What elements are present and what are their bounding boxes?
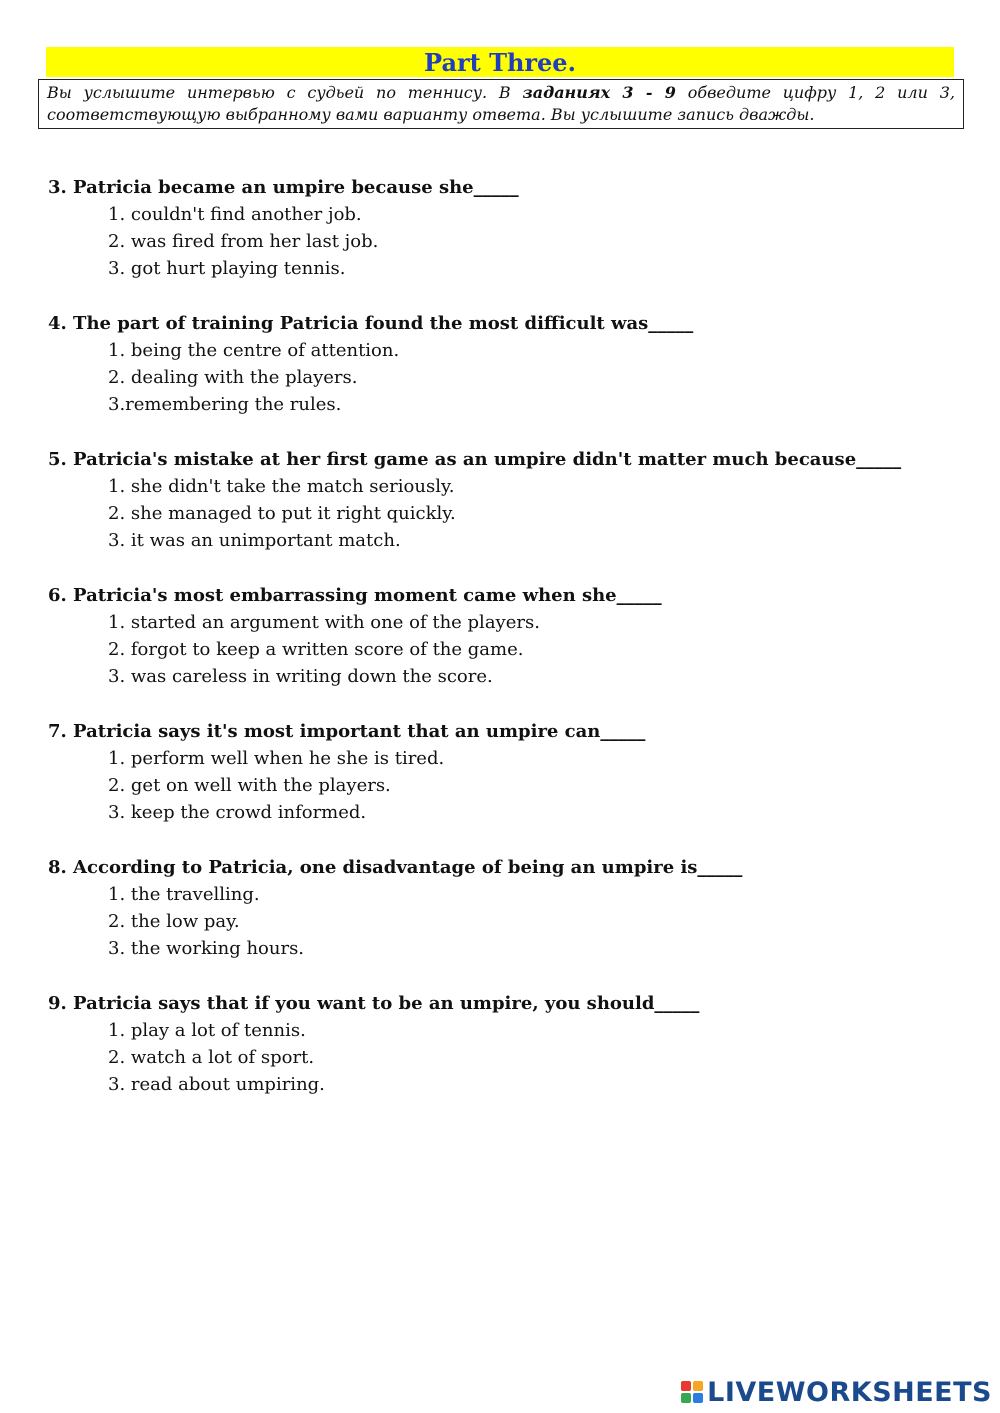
- page-title: Part Three.: [46, 47, 954, 77]
- option-2[interactable]: 2. was fired from her last job.: [108, 231, 379, 252]
- question-3: [48, 174, 968, 282]
- option-1[interactable]: 1. couldn't find another job.: [108, 204, 362, 225]
- question-stem: 5. Patricia's mistake at her first game as an umpire didn't matter much because_____: [48, 449, 902, 470]
- liveworksheets-logo-icon: [681, 1381, 703, 1403]
- option-list: [48, 609, 968, 690]
- option-list: [48, 745, 968, 826]
- logo-square-3: [681, 1393, 691, 1403]
- option-list: [48, 881, 968, 962]
- question-list: [48, 174, 968, 1126]
- option-2[interactable]: 2. forgot to keep a written score of the game.: [108, 639, 524, 660]
- instructions-box: [38, 79, 964, 129]
- instructions-text-before: Вы услышите интервью с судьей по теннису. В: [47, 83, 523, 102]
- question-stem: 3. Patricia became an umpire because she_____: [48, 177, 519, 198]
- question-8: [48, 854, 968, 962]
- logo-square-4: [693, 1393, 703, 1403]
- liveworksheets-watermark: [681, 1377, 992, 1407]
- question-6: [48, 582, 968, 690]
- option-3[interactable]: 3.remembering the rules.: [108, 394, 342, 415]
- option-1[interactable]: 1. play a lot of tennis.: [108, 1020, 306, 1041]
- question-7: [48, 718, 968, 826]
- option-3[interactable]: 3. was careless in writing down the score.: [108, 666, 493, 687]
- question-stem: 4. The part of training Patricia found the most difficult was_____: [48, 313, 694, 334]
- option-list: [48, 337, 968, 418]
- option-2[interactable]: 2. the low pay.: [108, 911, 240, 932]
- option-list: [48, 1017, 968, 1098]
- question-stem: 9. Patricia says that if you want to be an umpire, you should_____: [48, 993, 700, 1014]
- option-1[interactable]: 1. perform well when he she is tired.: [108, 748, 445, 769]
- question-4: [48, 310, 968, 418]
- question-stem: 8. According to Patricia, one disadvantage of being an umpire is_____: [48, 857, 743, 878]
- option-1[interactable]: 1. she didn't take the match seriously.: [108, 476, 455, 497]
- instructions-text-after: обведите цифру 1, 2 или 3, соответствующую выбранному вами варианту ответа. Вы услышите запись дважды.: [47, 83, 955, 124]
- watermark-text: LIVEWORKSHEETS: [707, 1376, 992, 1408]
- question-9: [48, 990, 968, 1098]
- option-3[interactable]: 3. it was an unimportant match.: [108, 530, 401, 551]
- option-1[interactable]: 1. started an argument with one of the players.: [108, 612, 540, 633]
- option-list: [48, 201, 968, 282]
- question-stem: 7. Patricia says it's most important that an umpire can_____: [48, 721, 646, 742]
- option-2[interactable]: 2. watch a lot of sport.: [108, 1047, 315, 1068]
- option-2[interactable]: 2. get on well with the players.: [108, 775, 391, 796]
- instructions-task-range: заданиях 3 - 9: [522, 83, 676, 102]
- option-1[interactable]: 1. the travelling.: [108, 884, 260, 905]
- option-3[interactable]: 3. read about umpiring.: [108, 1074, 325, 1095]
- option-3[interactable]: 3. keep the crowd informed.: [108, 802, 367, 823]
- option-2[interactable]: 2. dealing with the players.: [108, 367, 358, 388]
- option-1[interactable]: 1. being the centre of attention.: [108, 340, 400, 361]
- option-2[interactable]: 2. she managed to put it right quickly.: [108, 503, 456, 524]
- question-5: [48, 446, 968, 554]
- question-stem: 6. Patricia's most embarrassing moment came when she_____: [48, 585, 662, 606]
- option-3[interactable]: 3. the working hours.: [108, 938, 305, 959]
- logo-square-2: [693, 1381, 703, 1391]
- option-3[interactable]: 3. got hurt playing tennis.: [108, 258, 346, 279]
- logo-square-1: [681, 1381, 691, 1391]
- option-list: [48, 473, 968, 554]
